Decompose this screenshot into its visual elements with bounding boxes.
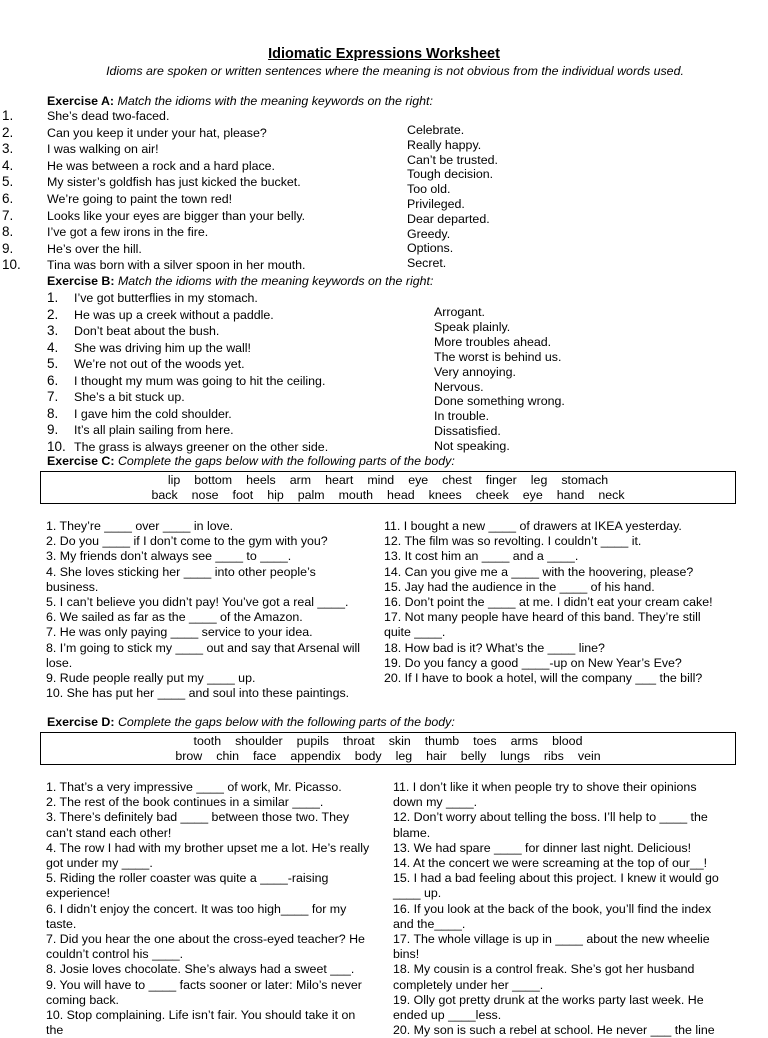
page-title: Idiomatic Expressions Worksheet — [268, 46, 500, 62]
exercise-c-right-questions — [384, 519, 729, 686]
meaning-keyword: More troubles ahead. — [434, 334, 552, 349]
exercise-d-heading — [47, 715, 455, 729]
idiom-text: I gave him the cold shoulder. — [74, 406, 232, 421]
gap-fill-question: 12. The film was so revolting. I couldn’t ____ it. — [384, 534, 642, 549]
body-part-word: arms — [510, 734, 539, 748]
item-number: 5. — [2, 174, 14, 190]
body-part-word: mouth — [338, 488, 374, 502]
body-part-word: bottom — [194, 473, 233, 487]
body-part-word: chest — [442, 473, 472, 487]
item-number: 7. — [2, 207, 14, 223]
body-part-word: face — [252, 749, 277, 763]
idiom-text: The grass is always greener on the other side. — [74, 439, 329, 454]
meaning-keyword: Greedy. — [407, 226, 451, 241]
body-part-word: appendix — [290, 749, 341, 763]
idiom-text: It’s all plain sailing from here. — [74, 423, 234, 437]
body-part-word: palm — [297, 488, 325, 502]
body-part-word: ribs — [543, 749, 564, 763]
item-number: 2. — [2, 124, 14, 140]
body-part-word: knees — [428, 488, 462, 502]
body-part-word: foot — [232, 488, 254, 502]
gap-fill-question: 1. They’re ____ over ____ in love. — [46, 519, 234, 533]
body-part-word: heart — [325, 473, 354, 487]
gap-fill-question: 9. You will have to ____ facts sooner or later: Milo’s never coming back. — [46, 977, 362, 1007]
item-number: 3. — [47, 323, 59, 338]
body-part-word: stomach — [561, 473, 609, 487]
exercise-a-instruction: Match the idioms with the meaning keywords on the right: — [117, 94, 433, 108]
item-number: 10. — [2, 257, 21, 273]
gap-fill-question: 13. We had spare ____ for dinner last night. Delicious! — [393, 840, 692, 855]
body-part-word: brow — [175, 749, 203, 763]
body-part-word: eye — [408, 473, 429, 487]
gap-fill-question: 10. Stop complaining. Life isn’t fair. You should take it on the — [46, 1008, 356, 1038]
body-part-word: hip — [267, 488, 284, 502]
body-part-word: pupils — [296, 734, 329, 748]
gap-fill-question: 19. Olly got pretty drunk at the works party last week. He ended up ____less. — [393, 992, 704, 1023]
item-number: 8. — [47, 405, 59, 421]
body-part-word: leg — [530, 473, 548, 487]
exercise-c-word-row — [41, 488, 735, 503]
meaning-keyword: Nervous. — [434, 379, 484, 394]
idiom-text: He was up a creek without a paddle. — [74, 307, 274, 322]
body-part-word: finger — [485, 473, 517, 487]
gap-fill-question: 5. I can’t believe you didn’t pay! You’ve got a real ____. — [46, 595, 349, 610]
idiom-text: She was driving him up the wall! — [74, 340, 251, 355]
exercise-c-word-row — [41, 473, 735, 488]
body-part-word: leg — [395, 749, 413, 763]
gap-fill-question: 17. Not many people have heard of this band. They’re still quite ____. — [384, 610, 701, 640]
exercise-c-word-box — [40, 471, 736, 504]
gap-fill-question: 15. I had a bad feeling about this project. I knew it would go ____ up. — [393, 871, 719, 901]
body-part-word: hair — [426, 749, 447, 763]
item-number: 6. — [47, 372, 59, 388]
idiom-text: He’s over the hill. — [47, 241, 142, 256]
gap-fill-question: 16. Don’t point the ____ at me. I didn’t eat your cream cake! — [384, 595, 713, 610]
body-part-word: mind — [367, 473, 395, 487]
gap-fill-question: 18. How bad is it? What’s the ____ line? — [384, 640, 605, 655]
gap-fill-question: 6. I didn’t enjoy the concert. It was too high____ for my taste. — [46, 901, 347, 931]
idiom-text: I’ve got a few irons in the fire. — [47, 225, 209, 240]
exercise-a-label: Exercise A: — [47, 94, 115, 108]
exercise-b-instruction: Match the idioms with the meaning keywords on the right: — [117, 274, 434, 288]
exercise-c-heading — [47, 454, 455, 468]
meaning-keyword: Not speaking. — [434, 439, 510, 454]
body-part-word: blood — [552, 734, 583, 748]
gap-fill-question: 4. The row I had with my brother upset me a lot. He’s really got under my ____. — [46, 840, 370, 871]
idiom-text: I’ve got butterflies in my stomach. — [74, 291, 258, 305]
meaning-keyword: In trouble. — [434, 409, 490, 424]
meaning-keyword: The worst is behind us. — [434, 349, 562, 364]
gap-fill-question: 10. She has put her ____ and soul into these paintings. — [46, 686, 350, 701]
idiom-text: Looks like your eyes are bigger than your belly. — [47, 208, 306, 223]
exercise-d-word-box — [40, 732, 736, 765]
body-part-word: lip — [167, 473, 181, 487]
exercise-c-instruction: Complete the gaps below with the following parts of the body: — [117, 454, 455, 468]
gap-fill-question: 6. We sailed as far as the ____ of the Amazon. — [46, 610, 303, 625]
gap-fill-question: 11. I don’t like it when people try to shove their opinions down my ____. — [393, 780, 697, 810]
exercise-b-heading — [47, 274, 433, 288]
gap-fill-question: 17. The whole village is up in ____ about the new wheelie bins! — [393, 932, 710, 962]
item-number: 2. — [47, 306, 59, 322]
gap-fill-question: 12. Don’t worry about telling the boss. I’ll help to ____ the blame. — [393, 810, 708, 840]
gap-fill-question: 15. Jay had the audience in the ____ of his hand. — [384, 579, 655, 594]
gap-fill-question: 3. There’s definitely bad ____ between those two. They can’t stand each other! — [46, 810, 350, 840]
item-number: 8. — [2, 224, 14, 240]
body-part-word: thumb — [424, 734, 460, 748]
gap-fill-question: 3. My friends don’t always see ____ to ____. — [46, 549, 292, 564]
gap-fill-question: 9. Rude people really put my ____ up. — [46, 671, 256, 686]
body-part-word: neck — [598, 488, 625, 502]
body-part-word: vein — [577, 749, 601, 763]
exercise-d-label: Exercise D: — [47, 715, 115, 729]
exercise-b-label: Exercise B: — [47, 274, 115, 288]
gap-fill-question: 1. That’s a very impressive ____ of work, Mr. Picasso. — [46, 780, 342, 794]
body-part-word: chin — [216, 749, 239, 763]
exercise-d-instruction: Complete the gaps below with the following parts of the body: — [117, 715, 455, 729]
item-number: 6. — [2, 191, 14, 206]
gap-fill-question: 8. Josie loves chocolate. She’s always had a sweet ___. — [46, 962, 355, 977]
gap-fill-question: 7. He was only paying ____ service to your idea. — [46, 625, 313, 640]
meaning-keyword: Can’t be trusted. — [407, 152, 498, 167]
gap-fill-question: 16. If you look at the back of the book, you’ll find the index and the____. — [393, 901, 712, 931]
item-number: 4. — [2, 157, 14, 173]
body-part-word: nose — [191, 488, 219, 502]
page-subtitle: Idioms are spoken or written sentences where the meaning is not obvious from the individual words used. — [106, 64, 684, 78]
idiom-text: Tina was born with a silver spoon in her mouth. — [47, 258, 306, 273]
body-part-word: lungs — [500, 749, 530, 763]
body-part-word: back — [151, 488, 178, 502]
exercise-d-right-questions — [393, 780, 725, 1038]
gap-fill-question: 14. At the concert we were screaming at the top of our__! — [393, 856, 708, 871]
meaning-keyword: Privileged. — [407, 197, 465, 211]
gap-fill-question: 5. Riding the roller coaster was quite a ____-raising experience! — [46, 871, 329, 901]
exercise-a-heading — [47, 94, 433, 108]
meaning-keyword: Secret. — [407, 256, 447, 271]
exercise-d-left-questions — [46, 780, 370, 1038]
exercise-d-word-row — [41, 734, 735, 749]
meaning-keyword: Too old. — [407, 182, 451, 197]
body-part-word: hand — [556, 488, 585, 502]
body-part-word: cheek — [475, 488, 509, 502]
idiom-text: We’re going to paint the town red! — [47, 192, 233, 206]
body-part-word: head — [387, 488, 415, 502]
idiom-text: My sister’s goldfish has just kicked the bucket. — [47, 175, 301, 190]
meaning-keyword: Speak plainly. — [434, 319, 511, 334]
idiom-text: I thought my mum was going to hit the ceiling. — [74, 373, 326, 388]
item-number: 9. — [2, 240, 14, 256]
body-part-word: body — [354, 749, 382, 763]
gap-fill-question: 20. If I have to book a hotel, will the company ___ the bill? — [384, 671, 703, 686]
gap-fill-question: 2. Do you ____ if I don’t come to the gym with you? — [46, 534, 328, 549]
gap-fill-question: 7. Did you hear the one about the cross-eyed teacher? He couldn’t control his ____. — [46, 932, 365, 962]
idiom-text: She’s dead two-faced. — [47, 109, 170, 123]
body-part-word: shoulder — [235, 734, 283, 748]
idiom-text: I was walking on air! — [47, 142, 159, 157]
gap-fill-question: 13. It cost him an ____ and a ____. — [384, 549, 579, 564]
exercise-d-word-row — [41, 749, 735, 764]
body-part-word: skin — [388, 734, 411, 748]
exercise-c-label: Exercise C: — [47, 454, 115, 468]
item-number: 1. — [47, 290, 59, 305]
meaning-keyword: Celebrate. — [407, 123, 465, 137]
body-part-word: eye — [522, 488, 543, 502]
meaning-keyword: Dissatisfied. — [434, 424, 501, 439]
meaning-keyword: Very annoying. — [434, 364, 516, 379]
body-part-word: tooth — [193, 734, 222, 748]
item-number: 1. — [2, 108, 14, 123]
gap-fill-question: 20. My son is such a rebel at school. He never ___ the line — [393, 1023, 715, 1038]
meaning-keyword: Really happy. — [407, 137, 482, 152]
body-part-word: belly — [460, 749, 487, 763]
meaning-keyword: Tough decision. — [407, 167, 494, 182]
gap-fill-question: 11. I bought a new ____ of drawers at IKEA yesterday. — [384, 519, 682, 533]
item-number: 7. — [47, 389, 59, 404]
item-number: 9. — [47, 422, 59, 437]
gap-fill-question: 18. My cousin is a control freak. She’s got her husband completely under her ____. — [393, 962, 695, 992]
item-number: 3. — [2, 141, 14, 157]
body-part-word: arm — [289, 473, 312, 487]
item-number: 5. — [47, 356, 59, 371]
idiom-text: He was between a rock and a hard place. — [47, 158, 275, 173]
item-number: 4. — [47, 339, 59, 355]
gap-fill-question: 4. She loves sticking her ____ into other people’s business. — [46, 564, 316, 594]
body-part-word: heels — [246, 473, 276, 487]
body-part-word: toes — [473, 734, 497, 748]
body-part-word: throat — [343, 734, 375, 748]
meaning-keyword: Options. — [407, 241, 454, 256]
idiom-text: We’re not out of the woods yet. — [74, 357, 245, 371]
meaning-keyword: Done something wrong. — [434, 394, 565, 409]
gap-fill-question: 8. I’m going to stick my ____ out and say that Arsenal will lose. — [46, 640, 361, 670]
gap-fill-question: 2. The rest of the book continues in a similar ____. — [46, 795, 324, 810]
idiom-text: Can you keep it under your hat, please? — [47, 125, 267, 140]
idiom-text: Don’t beat about the bush. — [74, 324, 220, 338]
gap-fill-question: 14. Can you give me a ____ with the hoovering, please? — [384, 564, 694, 579]
gap-fill-question: 19. Do you fancy a good ____-up on New Year’s Eve? — [384, 655, 682, 670]
meaning-keyword: Dear departed. — [407, 211, 490, 226]
idiom-text: She’s a bit stuck up. — [74, 390, 185, 404]
meaning-keyword: Arrogant. — [434, 305, 485, 319]
item-number: 10. — [47, 438, 66, 454]
exercise-c-left-questions — [46, 519, 368, 701]
